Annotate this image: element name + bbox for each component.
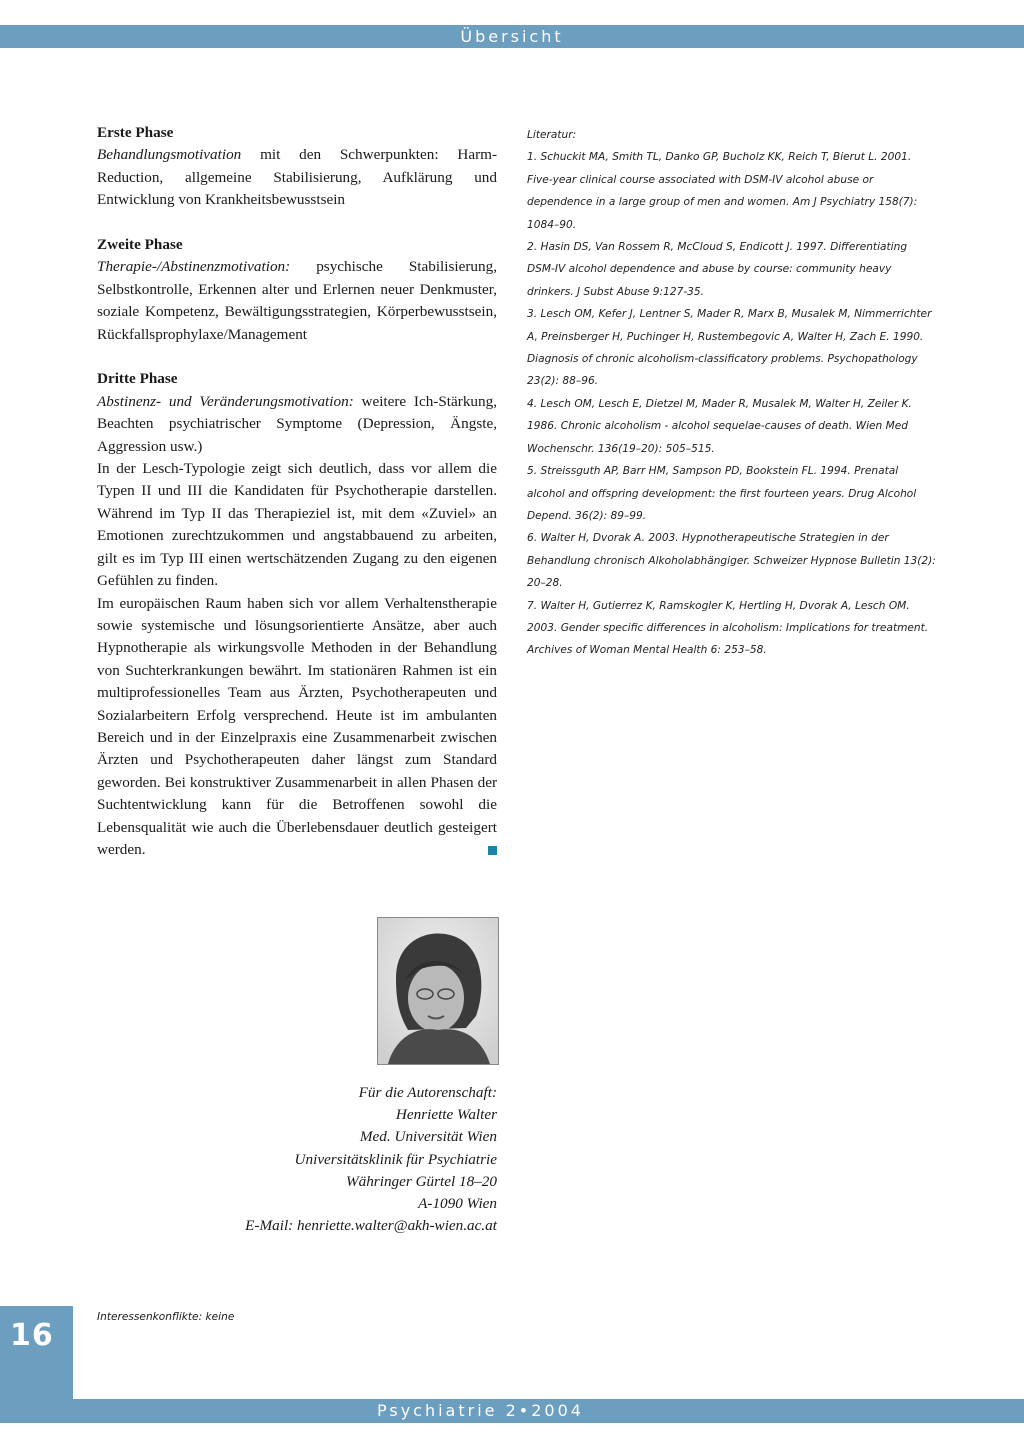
section-header-bar (0, 25, 1024, 48)
conflict-of-interest-note: Interessenkonflikte: keine (97, 1311, 235, 1323)
phase1-paragraph (97, 144, 497, 211)
europe-paragraph (97, 593, 497, 862)
reference-item: 1. Schuckit MA, Smith TL, Danko GP, Bucholz KK, Reich T, Bierut L. 2001. Five-year clinical course associated with DSM-IV alcohol abuse or dependence in a large group of men and women. Am J Psychiatry 158(7): 1084–90. (527, 151, 918, 231)
author-address-block (160, 1082, 497, 1237)
phase3-text: weitere Ich-Stärkung, Beachten psychiatrischer Symptome (Depression, Ängste, Aggression usw.) (97, 392, 497, 455)
reference-item: 4. Lesch OM, Lesch E, Dietzel M, Mader R, Musalek M, Walter H, Zeiler K. 1986. Chronic alcoholism - alcohol sequelae-causes of death. Wien Med Wochenschr. 136(19–20): 505–515. (527, 397, 912, 455)
journal-name: Psychiatrie 2•2004 (377, 1401, 584, 1420)
phase2-text: psychische Stabilisierung, Selbstkontrolle, Erkennen alter und Erlernen neuer Denkmuster, soziale Kompetenz, Bewältigungsstrategien, Körperbewusstsein, Rückfallsprophylaxe/Management (97, 258, 497, 343)
reference-item: 5. Streissguth AP, Barr HM, Sampson PD, Bookstein FL. 1994. Prenatal alcohol and offspring development: the first fourteen years. Drug Alcohol Depend. 36(2): 89–99. (527, 465, 917, 522)
author-line: Med. Universität Wien (359, 1128, 497, 1146)
phase3-paragraph (97, 391, 497, 458)
phase3-heading: Dritte Phase (97, 370, 178, 388)
references-column (527, 124, 937, 662)
journal-footer-bar (0, 1399, 1024, 1423)
phase3-lead: Abstinenz- und Veränderungsmotivation: (97, 392, 354, 410)
author-name: Henriette Walter (395, 1106, 497, 1124)
author-photo (377, 917, 499, 1065)
reference-item: 3. Lesch OM, Kefer J, Lentner S, Mader R, Marx B, Musalek M, Nimmerrichter A, Preinsberger H, Puchinger H, Rustembegovic A, Walter H, Zach E. 1990. Diagnosis of chronic alcoholism-classificatory problems. Psychopathology 23(2): 88–96. (527, 308, 932, 388)
author-line: Währinger Gürtel 18–20 (345, 1172, 497, 1190)
end-of-article-square-icon (488, 846, 497, 855)
reference-item: 7. Walter H, Gutierrez K, Ramskogler K, Hertling H, Dvorak A, Lesch OM. 2003. Gender specific differences in alcoholism: Implications for treatment. Archives of Woman Mental Health 6: 253–58. (527, 599, 929, 657)
phase2-heading: Zweite Phase (97, 236, 183, 254)
author-line: A-1090 Wien (418, 1195, 497, 1213)
page-number: 16 (10, 1318, 54, 1353)
phase2-lead: Therapie-/Abstinenzmotivation: (97, 258, 291, 276)
author-line: Für die Autorenschaft: (358, 1084, 497, 1101)
phase2-paragraph (97, 256, 497, 346)
references-heading: Literatur: (527, 129, 577, 141)
section-title: Übersicht (460, 27, 564, 46)
author-line: Universitätsklinik für Psychiatrie (294, 1150, 497, 1168)
reference-item: 6. Walter H, Dvorak A. 2003. Hypnotherapeutische Strategien in der Behandlung chronisch Alkoholabhängiger. Schweizer Hypnose Bulletin 13(2): 20–28. (527, 532, 936, 590)
typology-paragraph: In der Lesch-Typologie zeigt sich deutlich, dass vor allem die Typen II und III die Kandidaten für Psychotherapie darstellen. Während im Typ II das Therapieziel ist, mit dem «Zuviel» an Emotionen zurechtzukommen und angstabbauend zu arbeiten, gilt es im Typ III einen wertschätzenden Zugang zu den eigenen Gefühlen zu finden. (97, 460, 497, 590)
main-text-column (97, 122, 497, 861)
phase1-lead: Behandlungsmotivation (97, 146, 242, 164)
phase1-heading: Erste Phase (97, 124, 174, 141)
phase1-text: mit den Schwerpunkten: Harm-Reduction, allgemeine Stabilisierung, Aufklärung und Entwicklung von Krankheitsbewusstsein (97, 146, 497, 209)
author-email-link[interactable]: E-Mail: henriette.walter@akh-wien.ac.at (245, 1217, 497, 1235)
reference-item: 2. Hasin DS, Van Rossem R, McCloud S, Endicott J. 1997. Differentiating DSM-IV alcohol dependence and abuse by course: community heavy drinkers. J Subst Abuse 9:127-35. (527, 241, 908, 298)
author-portrait-image (378, 918, 498, 1064)
europe-text: Im europäischen Raum haben sich vor allem Verhaltenstherapie sowie systemische und lösungsorientierte Ansätze, aber auch Hypnotherapie als wirkungsvolle Methoden in der Behandlung von Suchterkrankungen bewährt. Im stationären Rahmen ist ein multiprofessionelles Team aus Ärzten, Psychotherapeuten und Sozialarbeitern Erfolg versprechend. Heute ist im ambulanten Bereich und in der Einzelpraxis eine Zusammenarbeit zwischen Ärzten und Psychotherapeuten daher längst zum Standard geworden. Bei konstruktiver Zusammenarbeit in allen Phasen der Suchtentwicklung kann für die Betroffenen sowohl die Lebensqualität wie auch die Überlebensdauer deutlich gesteigert werden. (97, 594, 497, 858)
